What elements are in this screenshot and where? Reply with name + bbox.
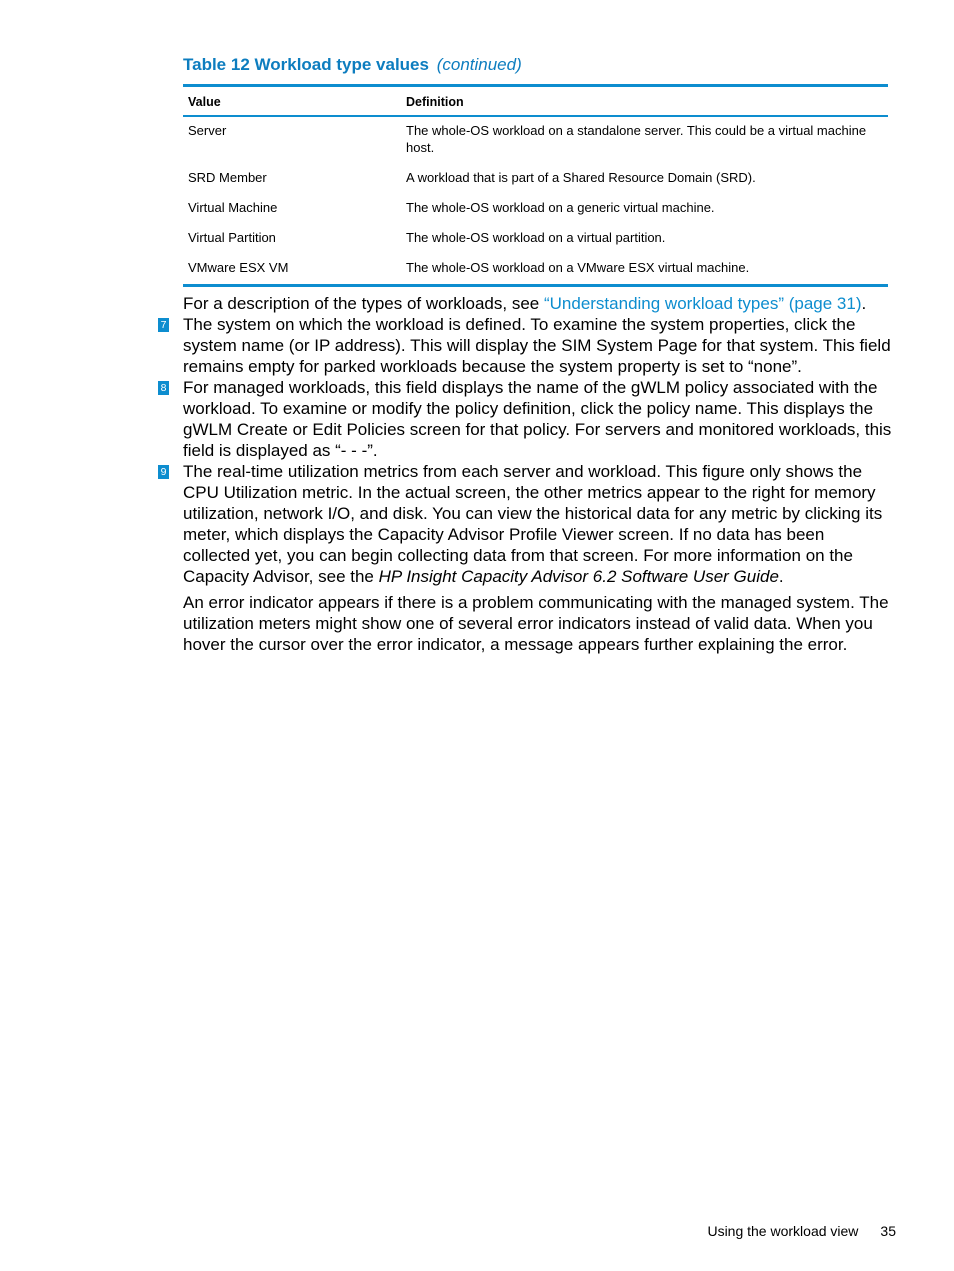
- cell-value: Virtual Partition: [188, 230, 276, 245]
- table-row: [183, 194, 888, 224]
- callout-number-9: 9: [158, 465, 169, 479]
- table-caption: [183, 55, 522, 75]
- callout-description-7: The system on which the workload is defined. To examine the system properties, click the system name (or IP address). This will display the SIM System Page for that system. This field remains empty for parked workloads because the system property is set to “none”.: [183, 315, 891, 376]
- column-header-value: Value: [183, 86, 401, 117]
- table-header-row: [183, 86, 888, 117]
- table-row: [183, 224, 888, 254]
- cell-definition: A workload that is part of a Shared Resource Domain (SRD).: [406, 170, 756, 185]
- error-indicator-paragraph: An error indicator appears if there is a problem communicating with the managed system. The utilization meters might show one of several error indicators instead of valid data. When you hover the cursor over the error indicator, a message appears further explaining the error.: [183, 593, 889, 654]
- intro-text: For a description of the types of workloads, see: [183, 294, 544, 313]
- table-caption-label: Table 12 Workload type values: [183, 55, 429, 74]
- table-row: [183, 116, 888, 164]
- footer-section-title: Using the workload view: [707, 1223, 859, 1239]
- callout-9-text: The real-time utilization metrics from each server and workload. This figure only shows the CPU Utilization metric. In the actual screen, the other metrics appear to the right for memory utilization, network I/O, and disk. You can view the historical data for any metric by clicking its meter, which displays the Capacity Advisor Profile Viewer screen. If no data has been collected yet, you can begin collecting data from that screen. For more information on the Capacity Advisor, see the: [183, 462, 883, 586]
- cell-value: Virtual Machine: [188, 200, 278, 215]
- cell-definition: The whole-OS workload on a virtual partition.: [406, 230, 666, 245]
- cell-value: SRD Member: [188, 170, 267, 185]
- cell-definition: The whole-OS workload on a generic virtual machine.: [406, 200, 715, 215]
- table-row: [183, 254, 888, 286]
- callout-9-end: .: [778, 567, 784, 586]
- callout-description-9: [183, 461, 893, 587]
- page-footer: [600, 1223, 896, 1239]
- cell-value: Server: [188, 123, 227, 138]
- workload-type-table: [183, 84, 888, 287]
- callout-description-8: For managed workloads, this field displays the name of the gWLM policy associated with the workload. To examine or modify the policy definition, click the policy name. This displays the gWLM Create or Edit Policies screen for that policy. For servers and monitored workloads, this field is displayed as “- - -”.: [183, 378, 892, 460]
- capacity-advisor-guide-title: HP Insight Capacity Advisor 6.2 Software User Guide: [378, 567, 779, 586]
- understanding-workload-types-link[interactable]: “Understanding workload types” (page 31): [543, 294, 862, 313]
- intro-paragraph: [183, 293, 893, 314]
- table-row: [183, 164, 888, 194]
- column-header-definition: Definition: [401, 86, 888, 117]
- callout-number-7: 7: [158, 318, 169, 332]
- intro-end: .: [861, 294, 867, 313]
- callout-number-8: 8: [158, 381, 169, 395]
- cell-definition: The whole-OS workload on a VMware ESX virtual machine.: [406, 260, 750, 275]
- table-caption-continued: (continued): [436, 55, 522, 74]
- cell-definition: The whole-OS workload on a standalone server. This could be a virtual machine host.: [406, 123, 867, 155]
- page-number: 35: [880, 1223, 896, 1239]
- cell-value: VMware ESX VM: [188, 260, 289, 275]
